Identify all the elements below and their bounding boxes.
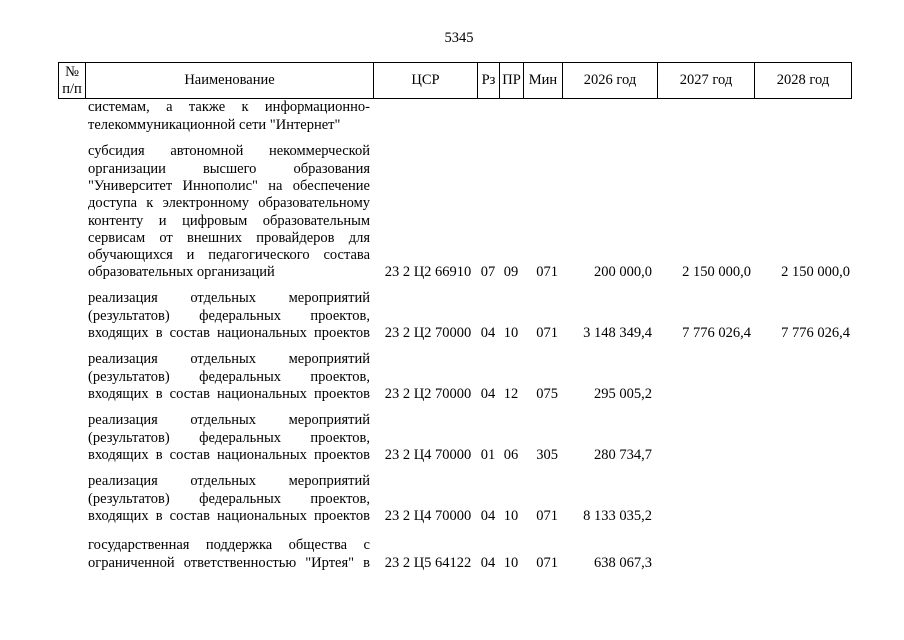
min-cell: 075: [536, 385, 558, 402]
row-name: [85, 290, 373, 342]
amount-2026-cell: 8 133 035,2: [583, 507, 652, 524]
rz-cell: 04: [480, 324, 496, 341]
amount-2026-cell: 295 005,2: [594, 385, 652, 402]
name-line: входящих в состав национальных проектов: [88, 385, 370, 402]
name-line: субсидия автономной некоммерческой: [88, 143, 370, 160]
amount-2026-cell: 280 734,7: [594, 446, 652, 463]
csr-cell: 23 2 Ц4 70000: [384, 446, 472, 463]
rz-cell: 01: [480, 446, 496, 463]
name-line: ограниченной ответственностью "Иртея" в: [88, 554, 370, 571]
name-line: сервисам от внешних провайдеров для: [88, 229, 370, 246]
row-name: [85, 143, 373, 281]
name-line: входящих в состав национальных проектов: [88, 507, 370, 524]
header-number-sub: п/п: [62, 80, 82, 97]
min-cell: 071: [536, 264, 558, 281]
header-number-sign: №: [65, 64, 79, 80]
name-line: телекоммуникационной сети "Интернет": [88, 116, 341, 133]
csr-cell: 23 2 Ц2 66910: [384, 264, 472, 281]
table-row: [58, 351, 851, 403]
name-line: (результатов) федеральных проектов,: [88, 368, 370, 385]
csr-cell: 23 2 Ц4 70000: [384, 507, 472, 524]
header-cell-number: [59, 63, 86, 98]
pr-cell: 10: [503, 554, 519, 571]
table-row: [58, 473, 851, 525]
name-line: доступа к электронному образовательному: [88, 195, 370, 212]
min-cell: 071: [536, 507, 558, 524]
row-name: [85, 351, 373, 403]
table-row: [58, 99, 851, 134]
header-cell-rz: Рз: [478, 63, 500, 98]
table-body: [58, 99, 851, 571]
header-cell-pr: ПР: [500, 63, 524, 98]
amount-2026-cell: 638 067,3: [594, 554, 652, 571]
name-line: контенту и цифровым образовательным: [88, 212, 370, 229]
name-line: входящих в состав национальных проектов: [88, 446, 370, 463]
csr-cell: 23 2 Ц5 64122: [384, 554, 472, 571]
name-line: обучающихся и педагогического состава: [88, 247, 370, 264]
name-line: "Университет Иннополис" на обеспечение: [88, 177, 370, 194]
amount-2028-cell: 7 776 026,4: [781, 324, 850, 341]
pr-cell: 06: [503, 446, 519, 463]
row-name: [85, 412, 373, 464]
csr-cell: 23 2 Ц2 70000: [384, 324, 472, 341]
pr-cell: 10: [503, 507, 519, 524]
header-cell-min: Мин: [524, 63, 563, 98]
min-cell: 305: [536, 446, 558, 463]
table-row: [58, 290, 851, 342]
name-line: системам, а также к информационно-: [88, 99, 370, 116]
table-row: [58, 412, 851, 464]
name-line: реализация отдельных мероприятий: [88, 473, 370, 490]
table-row: [58, 537, 851, 572]
min-cell: 071: [536, 554, 558, 571]
name-line: организации высшего образования: [88, 160, 370, 177]
page-number: 5345: [444, 29, 474, 46]
rz-cell: 04: [480, 385, 496, 402]
pr-cell: 09: [503, 264, 519, 281]
header-cell-2026: 2026 год: [563, 63, 658, 98]
name-line: (результатов) федеральных проектов,: [88, 490, 370, 507]
name-line: реализация отдельных мероприятий: [88, 351, 370, 368]
header-cell-name: Наименование: [86, 63, 374, 98]
row-name: [85, 99, 373, 134]
name-line: (результатов) федеральных проектов,: [88, 429, 370, 446]
name-line: реализация отдельных мероприятий: [88, 412, 370, 429]
table-header: [58, 62, 852, 99]
name-line: государственная поддержка общества с: [88, 537, 370, 554]
rz-cell: 04: [480, 554, 496, 571]
csr-cell: 23 2 Ц2 70000: [384, 385, 472, 402]
amount-2026-cell: 3 148 349,4: [583, 324, 652, 341]
rz-cell: 07: [480, 264, 496, 281]
amount-2028-cell: 2 150 000,0: [781, 264, 850, 281]
header-cell-csr: ЦСР: [374, 63, 478, 98]
rz-cell: 04: [480, 507, 496, 524]
header-cell-2028: 2028 год: [755, 63, 852, 98]
min-cell: 071: [536, 324, 558, 341]
header-cell-2027: 2027 год: [658, 63, 755, 98]
row-name: [85, 537, 373, 572]
name-line: входящих в состав национальных проектов: [88, 324, 370, 341]
amount-2026-cell: 200 000,0: [594, 264, 652, 281]
pr-cell: 10: [503, 324, 519, 341]
table-row: [58, 143, 851, 281]
row-name: [85, 473, 373, 525]
name-line: образовательных организаций: [88, 264, 275, 281]
name-line: (результатов) федеральных проектов,: [88, 307, 370, 324]
name-line: реализация отдельных мероприятий: [88, 290, 370, 307]
pr-cell: 12: [503, 385, 519, 402]
amount-2027-cell: 7 776 026,4: [682, 324, 751, 341]
amount-2027-cell: 2 150 000,0: [682, 264, 751, 281]
